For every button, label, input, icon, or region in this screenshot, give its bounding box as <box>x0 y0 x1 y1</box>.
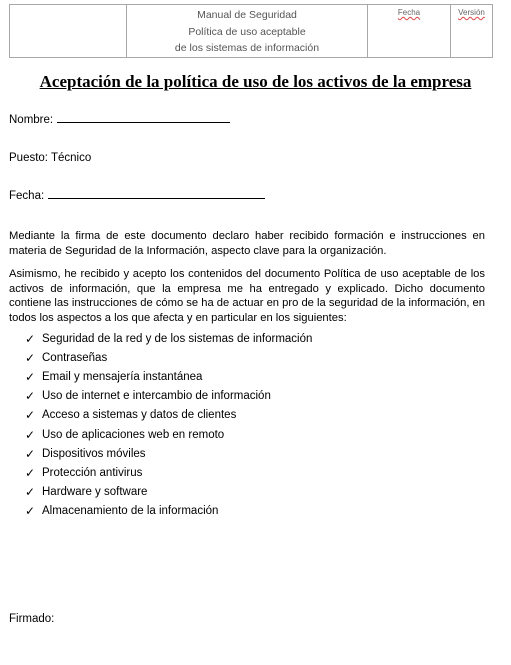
nombre-field <box>9 114 230 126</box>
checklist-item <box>25 444 312 463</box>
paragraph-politica: Asimismo, he recibido y acepto los contenidos del documento Política de uso aceptable de los activos de información, que la empresa me ha entregado y explicado. Dicho documento contiene las instrucciones de cómo se ha de actuar en pro de la seguridad de la información, en todos los aspectos a los que afecta y en particular en los siguientes: <box>9 268 485 324</box>
paragraph-formacion: Mediante la firma de este documento declaro haber recibido formación e instrucciones en materia de Seguridad de la Información, aspecto clave para la organización. <box>9 230 485 257</box>
check-icon: ✓ <box>25 446 36 461</box>
checklist-item-label: Hardware y software <box>42 486 148 499</box>
checklist-item-label: Email y mensajería instantánea <box>42 370 203 383</box>
checklist-item-label: Protección antivirus <box>42 466 143 479</box>
checklist-item-label: Uso de internet e intercambio de información <box>42 390 271 403</box>
check-icon: ✓ <box>25 504 36 519</box>
checklist-item <box>25 329 312 348</box>
header-line-1: Manual de Seguridad <box>197 9 297 21</box>
checklist-item-label: Almacenamiento de la información <box>42 505 219 518</box>
checklist-item-label: Uso de aplicaciones web en remoto <box>42 428 225 441</box>
nombre-label: Nombre: <box>9 114 54 126</box>
puesto-field: Puesto: Técnico <box>9 152 92 164</box>
checklist-item <box>25 406 312 425</box>
checklist-item-label: Dispositivos móviles <box>42 447 146 460</box>
check-icon: ✓ <box>25 389 36 404</box>
fecha-label: Fecha: <box>9 190 45 202</box>
topics-checklist <box>25 329 312 521</box>
header-line-3: de los sistemas de información <box>174 42 320 54</box>
check-icon: ✓ <box>25 331 36 346</box>
checklist-item <box>25 387 312 406</box>
header-fecha-cell <box>368 5 451 58</box>
document-title: Aceptación de la política de uso de los activos de la empresa <box>39 72 472 91</box>
document-header-table <box>9 4 493 58</box>
checklist-item <box>25 348 312 367</box>
signed-label: Firmado: <box>9 613 55 625</box>
header-title-cell <box>127 5 368 58</box>
checklist-item <box>25 425 312 444</box>
header-version-label: Versión <box>458 8 485 17</box>
check-icon: ✓ <box>25 427 36 442</box>
check-icon: ✓ <box>25 485 36 500</box>
checklist-item-label: Contraseñas <box>42 351 108 364</box>
checklist-item-label: Seguridad de la red y de los sistemas de información <box>42 332 313 345</box>
checklist-item <box>25 502 312 521</box>
checklist-item-label: Acceso a sistemas y datos de clientes <box>42 409 237 422</box>
checklist-item <box>25 483 312 502</box>
check-icon: ✓ <box>25 350 36 365</box>
check-icon: ✓ <box>25 369 36 384</box>
header-fecha-label: Fecha <box>397 8 421 17</box>
nombre-blank-line <box>57 121 230 123</box>
check-icon: ✓ <box>25 408 36 423</box>
checklist-item <box>25 463 312 482</box>
check-icon: ✓ <box>25 465 36 480</box>
header-line-2: Política de uso aceptable <box>188 25 306 38</box>
fecha-blank-line <box>48 197 265 199</box>
header-logo-cell <box>10 5 127 58</box>
checklist-item <box>25 367 312 386</box>
fecha-field <box>9 190 265 202</box>
header-version-cell <box>451 5 493 58</box>
